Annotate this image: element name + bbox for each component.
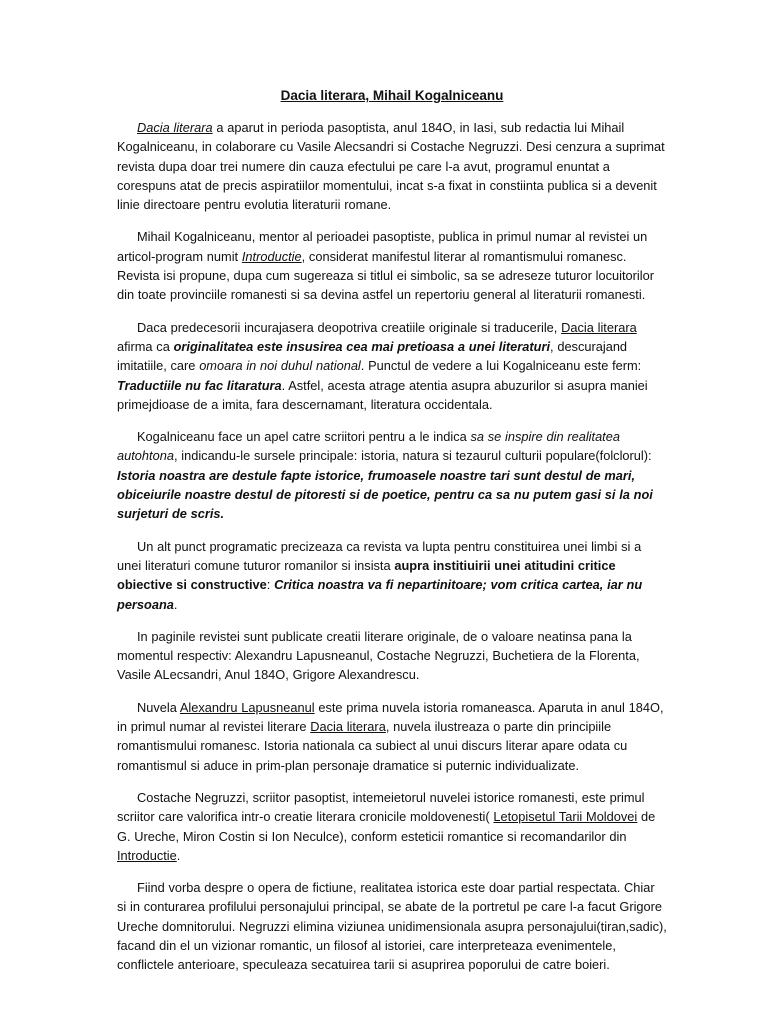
- paragraph: [117, 118, 667, 214]
- paragraph-text: . Astfel, acesta atrage atentia asupra abuzurilor si asupra maniei primejdioase de a imita, fara descernamant, literatura occidentala.: [117, 377, 648, 412]
- document-title: Dacia literara, Mihail Kogalniceanu: [280, 88, 504, 103]
- emphasized-text: Letopisetul Tarii Moldovei: [493, 809, 638, 825]
- paragraph-text: .: [173, 596, 178, 612]
- paragraph-text: .: [176, 847, 181, 863]
- paragraph: [117, 227, 667, 304]
- paragraph-text: Costache Negruzzi, scriitor pasoptist, intemeietorul nuvelei istorice romanesti, este primul scriitor care valorifica intr-o creatie literara cronicile moldovenesti(: [117, 789, 645, 825]
- paragraph: [117, 878, 667, 974]
- paragraph-text: Fiind vorba despre o opera de fictiune, realitatea istorica este doar partial respectata. Chiar si in conturarea profilului personajului principal, se abate de la portretul pe care l-a facut Grigore Ureche domnitorului. Negruzzi elimina viziunea unidimensionala asupra personajului(tiran,sadic), facand din el un vizionar romantic, un filosof al istoriei, care interpreteaza evenimentele, conflictele anterioare, speculeaza secatuirea tarii si asuprirea poporului de catre boieri.: [117, 880, 667, 973]
- paragraph: [117, 537, 667, 614]
- paragraph: [117, 698, 667, 775]
- emphasized-text: Dacia literara: [137, 120, 213, 135]
- paragraph-text: Mihail Kogalniceanu, mentor al perioadei pasoptiste, publica in primul numar al revistei un articol-program numit: [117, 229, 648, 264]
- paragraph-text: Un alt punct programatic precizeaza ca revista va lupta pentru constituirea unei limbi si a unei literaturi comune tuturor romanilor si insista: [117, 538, 642, 573]
- paragraph-text: In paginile revistei sunt publicate creatii literare originale, de o valoare neatinsa pana la momentul respectiv: Alexandru Lapusneanul, Costache Negruzzi, Buchetiera de la Florenta, Vasile ALecsandri, Anul 184O, Grigore Alexandrescu.: [117, 628, 640, 683]
- paragraph-text: , considerat manifestul literar al romantismului romanesc. Revista isi propune, dupa cum sugereaza si titlul ei simbolic, sa se adreseze tuturor locuitorilor din toate provinciile romanesti si sa devina astfel un repertoriu general al literaturii romanesti.: [117, 248, 654, 303]
- paragraph-list: [117, 118, 667, 975]
- paragraph: [117, 427, 667, 523]
- document-body: [117, 86, 667, 988]
- paragraph-text: , descurajand imitatiile, care: [117, 338, 628, 374]
- paragraph-text: , nuvela ilustreaza o parte din principiile romantismului romanesc. Istoria nationala ca subiect al unui discurs literar apare odata cu romantismul si aduce in prim-plan personaje dramatice si puternic individualizate.: [117, 719, 628, 773]
- emphasized-text: aupra institiuirii unei atitudini critice obiective si constructive: [117, 557, 616, 593]
- emphasized-text: Traductiile nu fac litaratura: [117, 377, 282, 393]
- paragraph: [117, 627, 667, 685]
- paragraph-text: afirma ca: [117, 338, 174, 354]
- emphasized-text: Introductie: [241, 248, 302, 264]
- paragraph-text: . Punctul de vedere a lui Kogalniceanu este ferm:: [360, 358, 642, 374]
- emphasized-text: Alexandru Lapusneanul: [179, 699, 315, 715]
- emphasized-text: Dacia literara: [310, 719, 386, 735]
- emphasized-text: originalitatea este insusirea cea mai pretioasa a unei literaturi: [173, 338, 551, 354]
- paragraph-text: a aparut in perioda pasoptista, anul 184O, in Iasi, sub redactia lui Mihail Kogalniceanu, in colaborare cu Vasile Alecsandri si Costache Negruzzi. Desi cenzura a suprimat revista dupa doar trei numere din cauza efectului pe care l-a avut, programul enuntat a corespuns atat de precis aspiratiilor momentului, incat s-a fixat in constiinta publica si a devenit linie directoare pentru evolutia literaturii romane.: [117, 120, 665, 213]
- paragraph-text: , indicandu-le sursele principale: istoria, natura si tezaurul culturii populare(folclorul):: [173, 448, 652, 464]
- emphasized-text: Critica noastra va fi nepartinitoare; vom critica cartea, iar nu persoana: [117, 577, 643, 612]
- paragraph-text: Daca predecesorii incurajasera deopotriva creatiile originale si traducerile,: [137, 319, 562, 335]
- emphasized-text: omoara in noi duhul national: [199, 358, 361, 374]
- paragraph: [117, 318, 667, 414]
- paragraph-text: :: [266, 577, 275, 593]
- paragraph-text: de G. Ureche, Miron Costin si Ion Neculce), conform esteticii romantice si recomandarilor din: [117, 809, 656, 844]
- emphasized-text: Dacia literara: [561, 319, 637, 335]
- paragraph-text: Nuvela: [137, 699, 180, 715]
- emphasized-text: Istoria noastra are destule fapte istorice, frumoasele noastre tari sunt destul de mari, obiceiurile noastre destul de pitoresti si de poetice, pentru ca sa nu putem gasi si la noi surjeturi de scris.: [117, 467, 653, 522]
- emphasized-text: Introductie: [117, 847, 177, 863]
- emphasized-text: sa se inspire din realitatea autohtona: [117, 429, 620, 464]
- paragraph-text: Kogalniceanu face un apel catre scriitori pentru a le indica: [137, 429, 471, 445]
- paragraph-text: este prima nuvela istoria romaneasca. Aparuta in anul 184O, in primul numar al revistei literare: [117, 699, 664, 735]
- paragraph: [117, 788, 667, 865]
